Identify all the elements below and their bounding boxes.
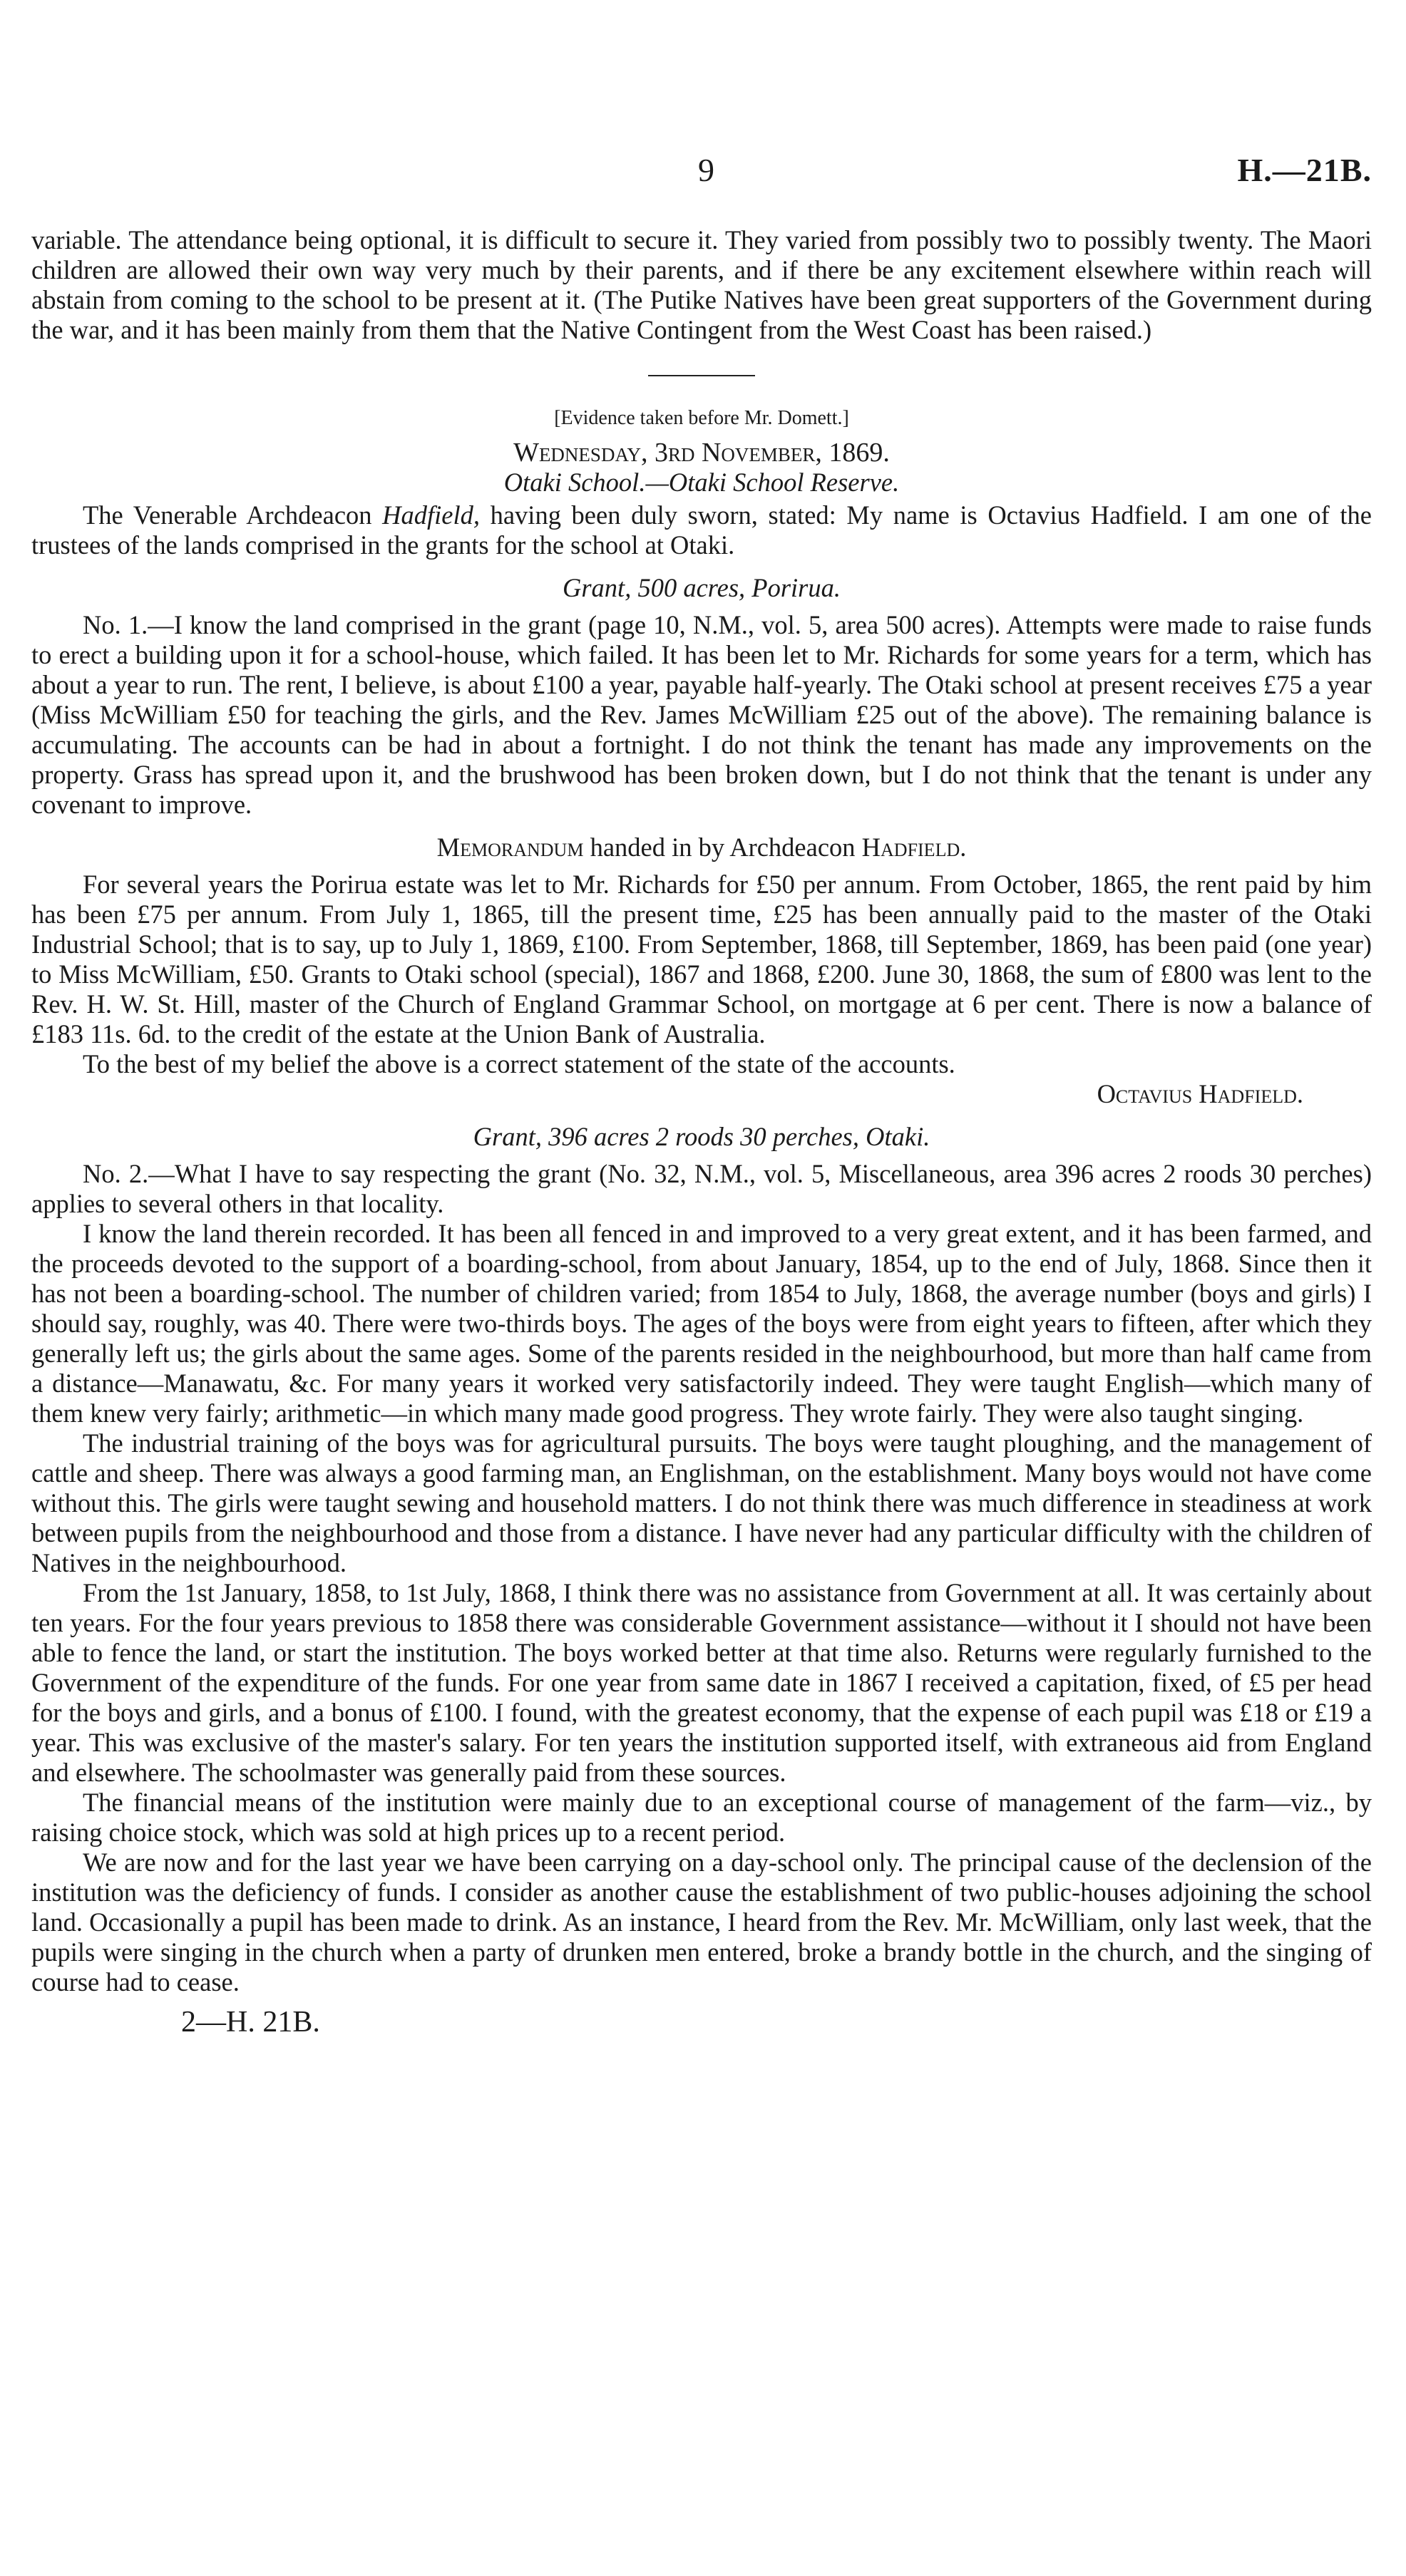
memorandum-belief: To the best of my belief the above is a correct statement of the state of the accounts. — [83, 1049, 955, 1078]
witness-name: Hadfield, — [382, 500, 480, 530]
document-page — [31, 0, 1372, 2037]
memorandum-signature: Octavius Hadfield. — [1097, 1079, 1303, 1108]
section-divider — [648, 375, 755, 376]
paper-reference-suffix: B. — [1340, 152, 1372, 188]
sworn-statement-body: having been duly sworn, stated: My name is Octavius Hadfield. I am one of the trustees of the lands comprised in the grants for the school at Otaki. — [31, 500, 1372, 560]
grant-heading-porirua: Grant, 500 acres, Porirua. — [562, 573, 841, 602]
sworn-statement-lead: The Venerable Archdeacon — [83, 500, 383, 530]
intro-paragraph: variable. The attendance being optional, it is difficult to secure it. They varied from possibly two to possibly twenty. The Maori children are allowed their own way very much by their parents, and if there be any excitement elsewhere within reach will abstain from coming to the school to be present at it. (The Putike Natives have been great supporters of the Government during the war, and it has been mainly from them that the Native Contingent from the West Coast has been raised.) — [31, 225, 1372, 344]
grant-paragraph: The industrial training of the boys was for agricultural pursuits. The boys were taught ploughing, and the management of cattle and sheep. There was always a good farming man, an Englishman, on the establishment. Many boys would not have come without this. The girls were taught sewing and household matters. I do not think there was much difference in steadiness at work between pupils from the neighbourhood and those from a distance. I have never had any particular difficulty with the children of Natives in the neighbourhood. — [31, 1428, 1372, 1577]
memorandum-middle: handed in by Archdeacon — [583, 833, 862, 862]
grant-heading-otaki: Grant, 396 acres 2 roods 30 perches, Otaki. — [473, 1122, 930, 1151]
page-header — [31, 0, 1372, 225]
memorandum-name: Hadfield. — [861, 833, 967, 862]
school-title: Otaki School.—Otaki School Reserve. — [503, 468, 900, 497]
grant-paragraph: We are now and for the last year we have been carrying on a day-school only. The principal cause of the declension of the institution was the deficiency of funds. I consider as another cause the establishment of two public-houses adjoining the school land. Occasionally a pupil has been made to drink. As an instance, I heard from the Rev. Mr. McWilliam, only last week, that the pupils were singing in the church when a party of drunken men entered, broke a brandy bottle in the church, and the singing of course had to cease. — [31, 1848, 1372, 1997]
grant-paragraph: From the 1st January, 1858, to 1st July, 1868, I think there was no assistance from Government at all. It was certainly about ten years. For the four years previous to 1858 there was considerable Government assistance—without it I should not have been able to fence the land, or start the institution. The boys worked better at that time also. Returns were regularly furnished to the Government of the expenditure of the funds. For one year from same date in 1867 I received a capitation, fixed, of £5 per head for the boys and girls, and a bonus of £100. I found, with the greatest economy, that the expense of each pupil was £18 or £19 a year. This was exclusive of the master's salary. For ten years the institution supported itself, with extraneous aid from England and elsewhere. The schoolmaster was generally paid from these sources. — [31, 1578, 1372, 1787]
memorandum-paragraph: For several years the Porirua estate was let to Mr. Richards for £50 per annum. From October, 1865, the rent paid by him has been £75 per annum. From July 1, 1865, till the present time, £25 has been annually paid to the master of the Otaki Industrial School; that is to say, up to July 1, 1869, £100. From September, 1868, till September, 1869, has been paid (one year) to Miss McWilliam, £50. Grants to Otaki school (special), 1867 and 1868, £200. June 30, 1868, the sum of £800 was lent to the Rev. H. W. St. Hill, master of the Church of England Grammar School, on mortgage at 6 per cent. There is now a balance of £183 11s. 6d. to the credit of the estate at the Union Bank of Australia. — [31, 870, 1372, 1049]
date-line: Wednesday, 3rd November, 1869. — [513, 438, 890, 468]
grant-paragraph: No. 2.—What I have to say respecting the grant (No. 32, N.M., vol. 5, Miscellaneous, area 396 acres 2 roods 30 perches) applies to several others in that locality. — [31, 1159, 1372, 1218]
paper-reference — [1237, 152, 1372, 188]
grant-paragraph: The financial means of the institution were mainly due to an exceptional course of management of the farm—viz., by raising choice stock, which was sold at high prices up to a recent period. — [31, 1788, 1372, 1847]
page-number: 9 — [698, 152, 715, 188]
paper-reference-prefix: H.—21 — [1237, 152, 1340, 188]
page-footer-signature — [31, 2007, 1372, 2037]
evidence-note: [Evidence taken before Mr. Domett.] — [554, 407, 849, 429]
footer-signature-prefix: 2—H. 21 — [181, 2006, 293, 2039]
grant-paragraph: I know the land therein recorded. It has been all fenced in and improved to a very great extent, and it has been farmed, and the proceeds devoted to the support of a boarding-school, from about January, 1854, up to the end of July, 1868. Since then it has not been a boarding-school. The number of children varied; from 1854 to July, 1868, the average number (boys and girls) I should say, roughly, was 40. There were two-thirds boys. The ages of the boys were from eight years to fifteen, after which they generally left us; the girls about the same ages. Some of the parents resided in the neighbourhood, but more than half came from a distance—Manawatu, &c. For many years it worked very satisfactorily indeed. They were taught English—which many of them knew very fairly; arithmetic—in which many made good progress. They wrote fairly. They were also taught singing. — [31, 1219, 1372, 1428]
memorandum-label: Memorandum — [436, 833, 584, 862]
memorandum-heading — [31, 833, 1372, 862]
footer-signature-suffix: B. — [292, 2006, 320, 2039]
sworn-statement — [31, 500, 1372, 560]
grant-paragraph-porirua: No. 1.—I know the land comprised in the grant (page 10, N.M., vol. 5, area 500 acres). Attempts were made to raise funds to erect a building upon it for a school-house, which failed. It has been let to Mr. Richards for some years for a term, which has about a year to run. The rent, I believe, is about £100 a year, payable half-yearly. The Otaki school at present receives £75 a year (Miss McWilliam £50 for teaching the girls, and the Rev. James McWilliam £25 out of the above). The remaining balance is accumulating. The accounts can be had in about a fortnight. I do not think the tenant has made any improvements on the property. Grass has spread upon it, and the brushwood has been broken down, but I do not think that the tenant is under any covenant to improve. — [31, 610, 1372, 819]
